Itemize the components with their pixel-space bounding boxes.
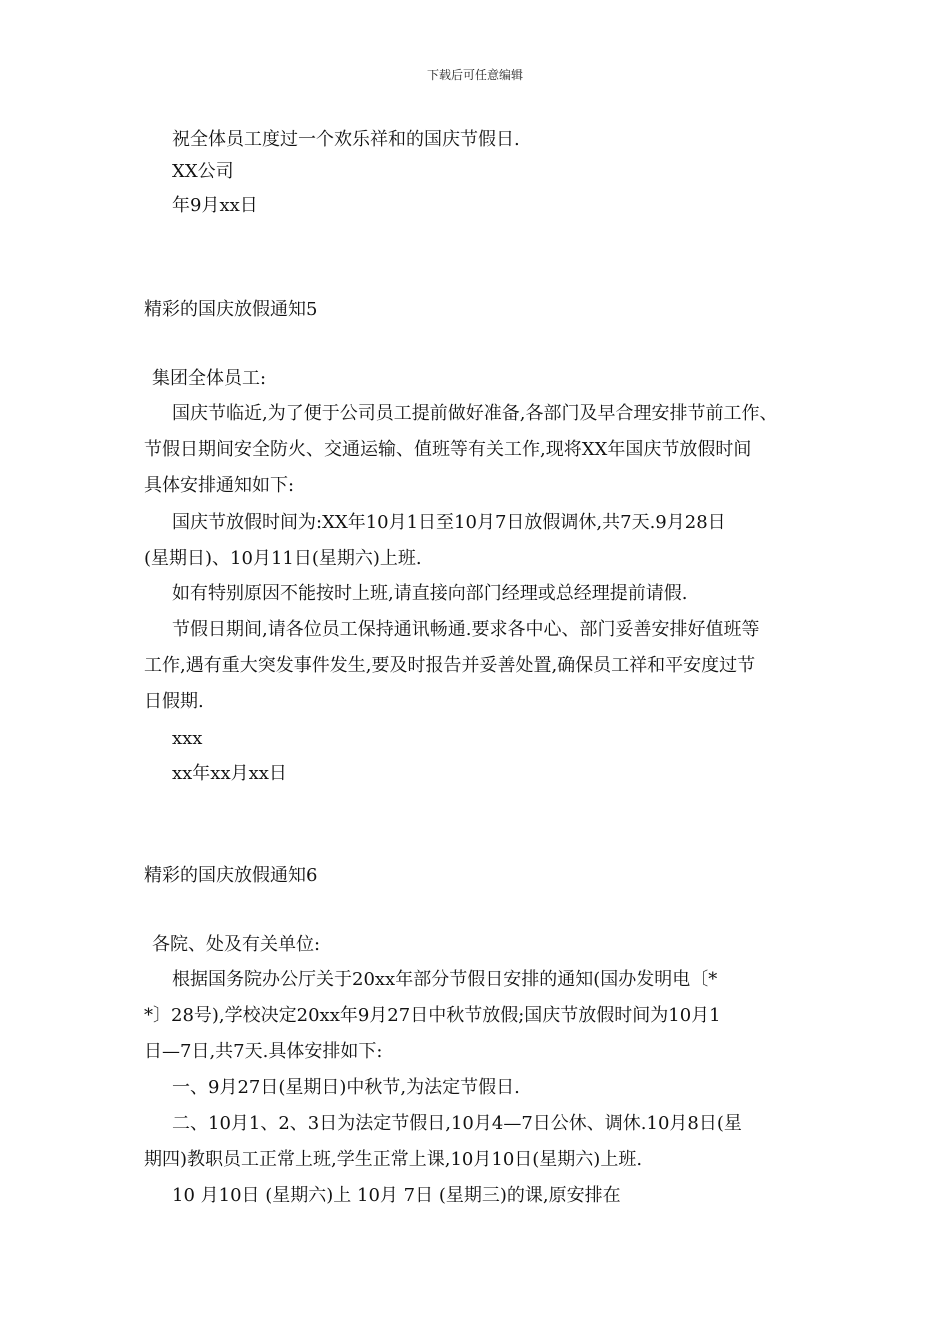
notice5-date: xx年xx月xx日 (172, 763, 287, 784)
page-header: 下载后可任意编辑 (426, 68, 523, 82)
notice5-paragraph-line: 节假日期间安全防火、交通运输、值班等有关工作,现将XX年国庆节放假时间 (144, 439, 752, 460)
closing-wish: 祝全体员工度过一个欢乐祥和的国庆节假日. (172, 129, 520, 150)
notice5-paragraph-line: 节假日期间,请各位员工保持通讯畅通.要求各中心、部门妥善安排好值班等 (172, 619, 760, 640)
notice6-paragraph-line: 期四)教职员工正常上班,学生正常上课,10月10日(星期六)上班. (144, 1149, 643, 1170)
notice6-paragraph-line: 一、9月27日(星期日)中秋节,为法定节假日. (172, 1077, 520, 1098)
notice5-paragraph-line: 国庆节放假时间为:XX年10月1日至10月7日放假调休,共7天.9月28日 (172, 512, 726, 533)
notice5-signer: xxx (172, 728, 203, 749)
notice5-paragraph-line: 国庆节临近,为了便于公司员工提前做好准备,各部门及早合理安排节前工作、 (172, 403, 778, 424)
notice6-paragraph-line: 根据国务院办公厅关于20xx年部分节假日安排的通知(国办发明电〔* (172, 969, 718, 990)
notice6-title: 精彩的国庆放假通知6 (144, 865, 318, 886)
notice6-salutation: 各院、处及有关单位: (152, 934, 321, 955)
notice5-paragraph-line: 日假期. (144, 691, 204, 712)
notice5-paragraph-line: 具体安排通知如下: (144, 475, 295, 496)
closing-date: 年9月xx日 (172, 195, 258, 216)
notice6-paragraph-line: *〕28号),学校决定20xx年9月27日中秋节放假;国庆节放假时间为10月1 (144, 1005, 721, 1026)
company-name: XX公司 (172, 161, 234, 182)
notice6-paragraph-line: 10 月10日 (星期六)上 10月 7日 (星期三)的课,原安排在 (172, 1185, 621, 1206)
notice5-paragraph-line: 如有特别原因不能按时上班,请直接向部门经理或总经理提前请假. (172, 583, 688, 604)
notice5-salutation: 集团全体员工: (152, 368, 267, 389)
notice6-paragraph-line: 二、10月1、2、3日为法定节假日,10月4—7日公休、调休.10月8日(星 (172, 1113, 742, 1134)
notice6-paragraph-line: 日—7日,共7天.具体安排如下: (144, 1041, 383, 1062)
notice5-paragraph-line: (星期日)、10月11日(星期六)上班. (144, 548, 422, 569)
notice5-title: 精彩的国庆放假通知5 (144, 299, 318, 320)
notice5-paragraph-line: 工作,遇有重大突发事件发生,要及时报告并妥善处置,确保员工祥和平安度过节 (144, 655, 756, 676)
